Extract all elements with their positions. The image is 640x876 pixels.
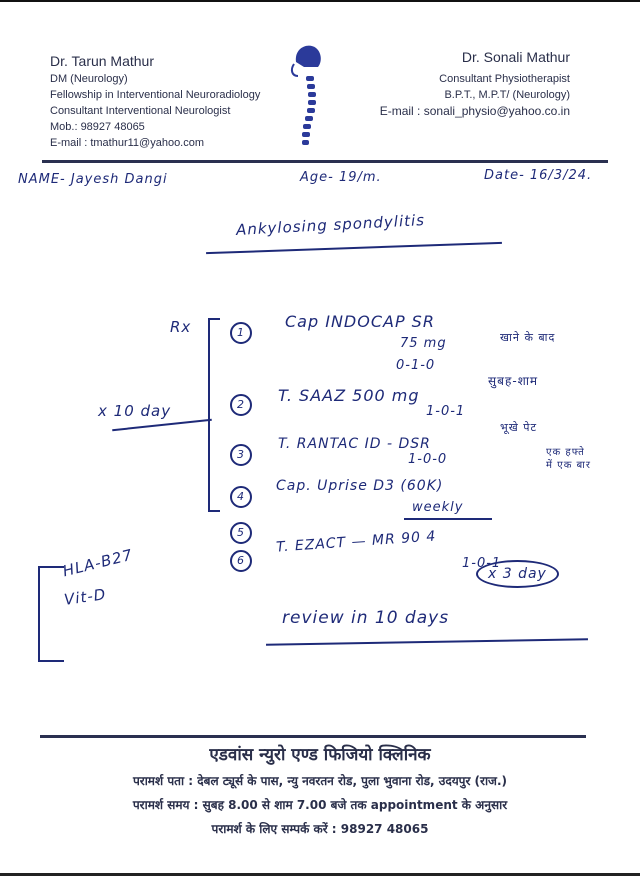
- item-3-dose: 1-0-0: [408, 452, 448, 467]
- side-note-bracket: [38, 566, 64, 662]
- review-underline: [266, 638, 588, 646]
- duration-underline: [112, 419, 212, 431]
- patient-name: NAME- Jayesh Dangi: [18, 172, 168, 187]
- right-doctor-qualification: B.P.T., M.P.T/ (Neurology): [444, 89, 570, 101]
- left-doctor-email: E-mail : tmathur11@yahoo.com: [50, 137, 205, 149]
- side-note-test: HLA-B27: [60, 545, 135, 581]
- header-divider: [42, 160, 608, 163]
- item-4-medicine: Cap. Uprise D3 (60K): [276, 478, 444, 494]
- footer-divider: [40, 735, 586, 738]
- item-2-dose: 1-0-1: [426, 404, 466, 419]
- item-1-timing: खाने के बाद: [500, 331, 556, 344]
- item-number: 3: [230, 444, 252, 466]
- left-doctor-title: Consultant Interventional Neurologist: [50, 105, 231, 117]
- clinic-contact: परामर्श के लिए सम्पर्क करें : 98927 48065: [211, 822, 429, 836]
- item-4-dose: weekly: [412, 500, 464, 515]
- rx-symbol: Rx: [170, 318, 192, 336]
- left-doctor-fellowship: Fellowship in Interventional Neuroradiology: [50, 89, 261, 101]
- duration-note: x 10 day: [98, 402, 172, 420]
- clinic-name: एडवांस न्युरो एण्ड फिजियो क्लिनिक: [209, 745, 431, 765]
- right-doctor-name: Dr. Sonali Mathur: [461, 49, 570, 65]
- item-2-medicine: T. SAAZ 500 mg: [278, 386, 420, 405]
- left-doctor-mobile: Mob.: 98927 48065: [50, 121, 145, 133]
- diagnosis: Ankylosing spondylitis: [235, 211, 426, 239]
- item-3-timing: भूखे पेट: [500, 421, 538, 434]
- item-6-dose: 1-0-1: [462, 556, 502, 571]
- item-1-strength: 75 mg: [400, 336, 447, 351]
- patient-age: Age- 19/m.: [300, 170, 382, 185]
- item-2-timing: सुबह-शाम: [488, 374, 539, 388]
- item-number: 5: [230, 522, 252, 544]
- item-1-dose: 0-1-0: [396, 358, 436, 373]
- left-doctor-qualification: DM (Neurology): [50, 73, 128, 85]
- item-number: 1: [230, 322, 252, 344]
- item-6-timing: x 3 day: [476, 560, 559, 588]
- spine-head-logo-icon: [284, 40, 328, 150]
- item-3-medicine: T. RANTAC ID - DSR: [278, 436, 431, 452]
- right-doctor-title: Consultant Physiotherapist: [439, 73, 570, 85]
- prescription-bracket: [208, 318, 220, 512]
- side-note-vitamin: Vit-D: [62, 585, 108, 609]
- patient-date: Date- 16/3/24.: [484, 168, 593, 183]
- item-4-timing: एक हफ्ते में एक बार: [546, 447, 591, 471]
- item-4-dose-underline: [404, 518, 492, 520]
- left-doctor-name: Dr. Tarun Mathur: [50, 53, 155, 69]
- footer-block: [0, 742, 640, 837]
- review-note: review in 10 days: [282, 608, 450, 628]
- top-edge: [0, 0, 640, 2]
- item-1-medicine: Cap INDOCAP SR: [285, 312, 435, 331]
- clinic-timing: परामर्श समय : सुबह 8.00 से शाम 7.00 बजे तक appointment के अनुसार: [132, 798, 508, 812]
- clinic-address: परामर्श पता : देबल ट्यूर्स के पास, न्यु नवरतन रोड, पुला भुवाना रोड, उदयपुर (राज.): [132, 774, 508, 788]
- diagnosis-underline: [206, 242, 502, 254]
- item-number: 4: [230, 486, 252, 508]
- right-doctor-block: [380, 48, 570, 119]
- item-number: 2: [230, 394, 252, 416]
- right-doctor-email: E-mail : sonali_physio@yahoo.co.in: [379, 104, 570, 118]
- left-doctor-block: [50, 52, 260, 151]
- item-number: 6: [230, 550, 252, 572]
- item-6-medicine: T. EZACT — MR 90 4: [275, 528, 437, 556]
